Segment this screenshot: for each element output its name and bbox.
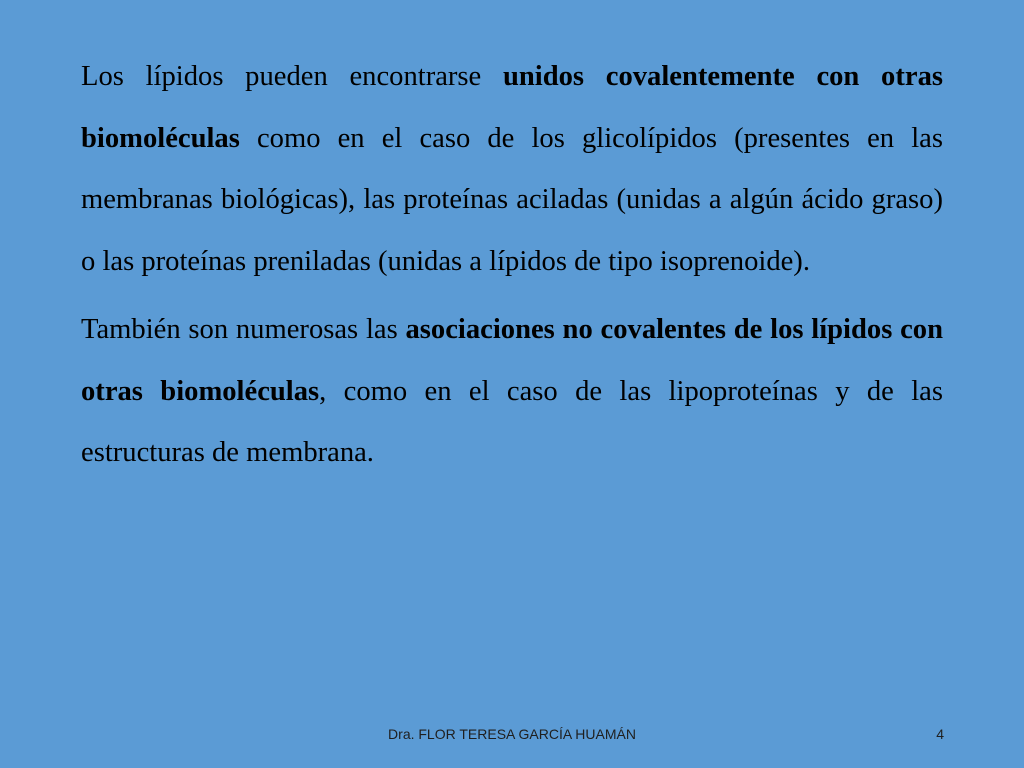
paragraph-2-text-continued: , como en el caso de las lipoproteínas y de las estructuras de membrana. [81,375,943,468]
paragraph-1 [81,46,943,292]
paragraph-2 [81,299,943,484]
page-number: 4 [936,726,944,742]
paragraph-1-bold-text: unidos covalentemente con otras biomoléculas [81,61,943,154]
paragraph-1-text-continued: como en el caso de los glicolípidos (presentes en las membranas biológicas), las proteínas aciladas (unidas a algún ácido graso) o las proteínas preniladas (unidas a lípidos de tipo isoprenoide). [81,122,943,277]
paragraph-2-text: También son numerosas las [81,314,406,345]
footer-author: Dra. FLOR TERESA GARCÍA HUAMÁN [388,726,636,742]
slide-body [81,46,943,484]
paragraph-1-text: Los lípidos pueden encontrarse [81,61,503,92]
paragraph-2-bold-text: asociaciones no covalentes de los lípidos con otras biomoléculas [81,314,943,407]
